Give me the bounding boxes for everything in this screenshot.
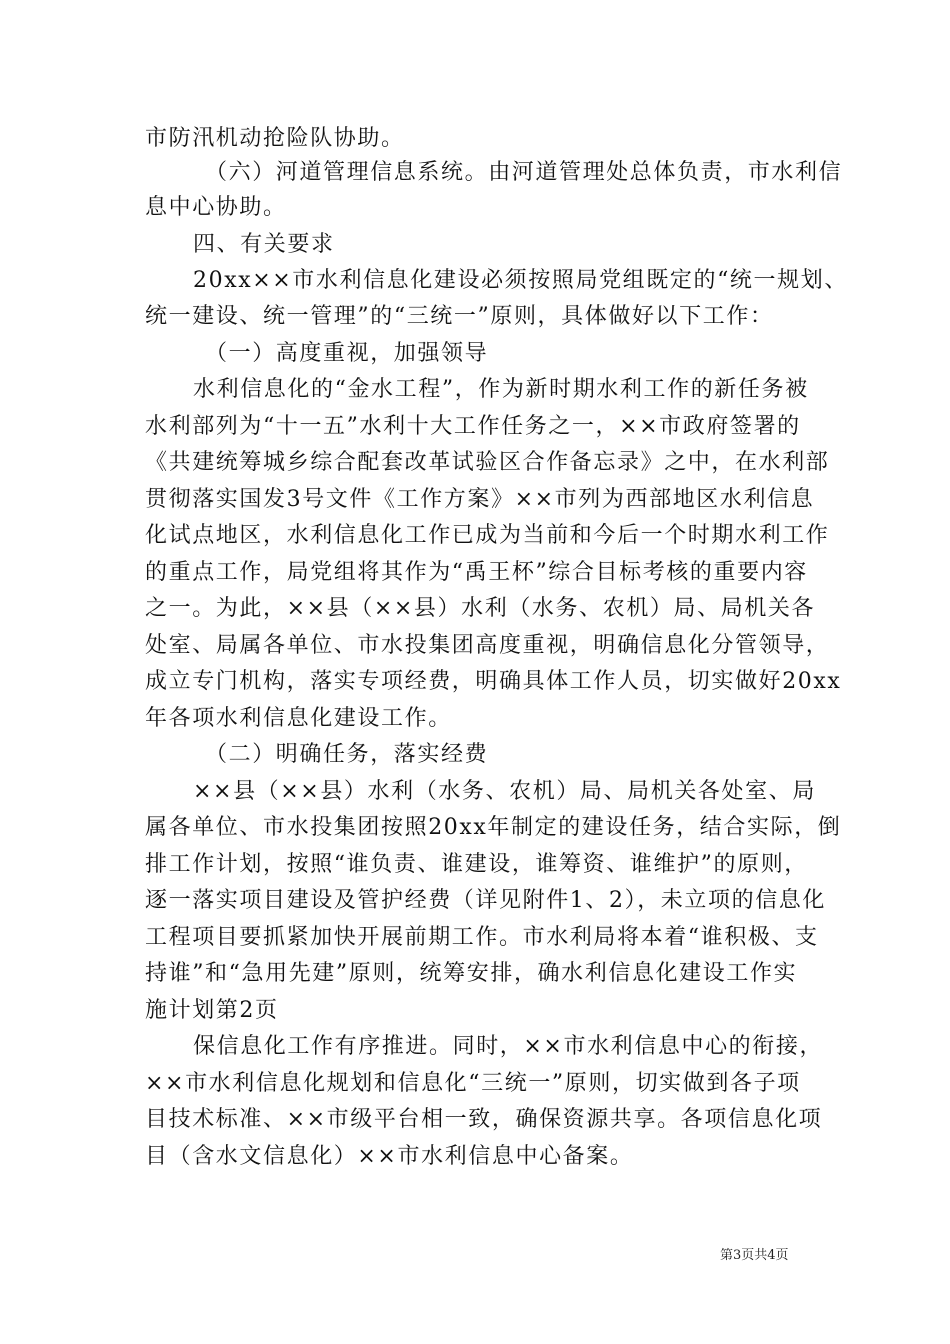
- subsection-heading: （一）高度重视，加强领导: [205, 341, 489, 366]
- text-line: 处室、局属各单位、市水投集团高度重视，明确信息化分管领导，: [145, 633, 830, 658]
- text-line: 之一。为此，××县（××县）水利（水务、农机）局、局机关各: [145, 596, 816, 621]
- text-line: 水利部列为“十一五”水利十大工作任务之一，××市政府签署的: [145, 414, 801, 439]
- text-line: 统一建设、统一管理”的“三统一”原则，具体做好以下工作：: [145, 304, 774, 329]
- text-line: 成立专门机构，落实专项经费，明确具体工作人员，切实做好20xx: [145, 669, 842, 694]
- text-line: 目（含水文信息化）××市水利信息中心备案。: [145, 1144, 634, 1169]
- text-line: （六）河道管理信息系统。由河道管理处总体负责，市水利信: [205, 160, 843, 185]
- text-line: 贯彻落实国发3号文件《工作方案》××市列为西部地区水利信息: [145, 487, 815, 512]
- text-line: 20xx××市水利信息化建设必须按照局党组既定的“统一规划、: [193, 268, 848, 293]
- text-line: 息中心协助。: [145, 195, 287, 220]
- text-line: ××市水利信息化规划和信息化“三统一”原则，切实做到各子项: [145, 1071, 801, 1096]
- text-line: 水利信息化的“金水工程”，作为新时期水利工作的新任务被: [193, 377, 809, 402]
- text-line: 工程项目要抓紧加快开展前期工作。市水利局将本着“谁积极、支: [145, 925, 819, 950]
- text-line: 持谁”和“急用先建”原则，统筹安排，确水利信息化建设工作实: [145, 961, 798, 986]
- text-line: 年各项水利信息化建设工作。: [145, 706, 452, 731]
- section-heading: 四、有关要求: [193, 232, 335, 257]
- text-line: 《共建统筹城乡综合配套改革试验区合作备忘录》之中，在水利部: [145, 450, 830, 475]
- text-line: 的重点工作，局党组将其作为“禹王杯”综合目标考核的重要内容: [145, 560, 808, 585]
- text-line: ××县（××县）水利（水务、农机）局、局机关各处室、局: [193, 779, 816, 804]
- text-line: 保信息化工作有序推进。同时，××市水利信息中心的衔接，: [193, 1034, 824, 1059]
- text-line: 属各单位、市水投集团按照20xx年制定的建设任务，结合实际，倒: [145, 815, 842, 840]
- text-line: 施计划第2页: [145, 998, 279, 1023]
- text-line: 排工作计划，按照“谁负责、谁建设，谁筹资、谁维护”的原则，: [145, 852, 808, 877]
- text-line: 化试点地区，水利信息化工作已成为当前和今后一个时期水利工作: [145, 523, 830, 548]
- text-line: 逐一落实项目建设及管护经费（详见附件1、2），未立项的信息化: [145, 888, 826, 913]
- text-line: 目技术标准、××市级平台相一致，确保资源共享。各项信息化项: [145, 1107, 823, 1132]
- subsection-heading: （二）明确任务，落实经费: [205, 742, 489, 767]
- page-number-footer: 第3页共4页: [720, 1248, 789, 1263]
- text-line: 市防汛机动抢险队协助。: [145, 126, 405, 151]
